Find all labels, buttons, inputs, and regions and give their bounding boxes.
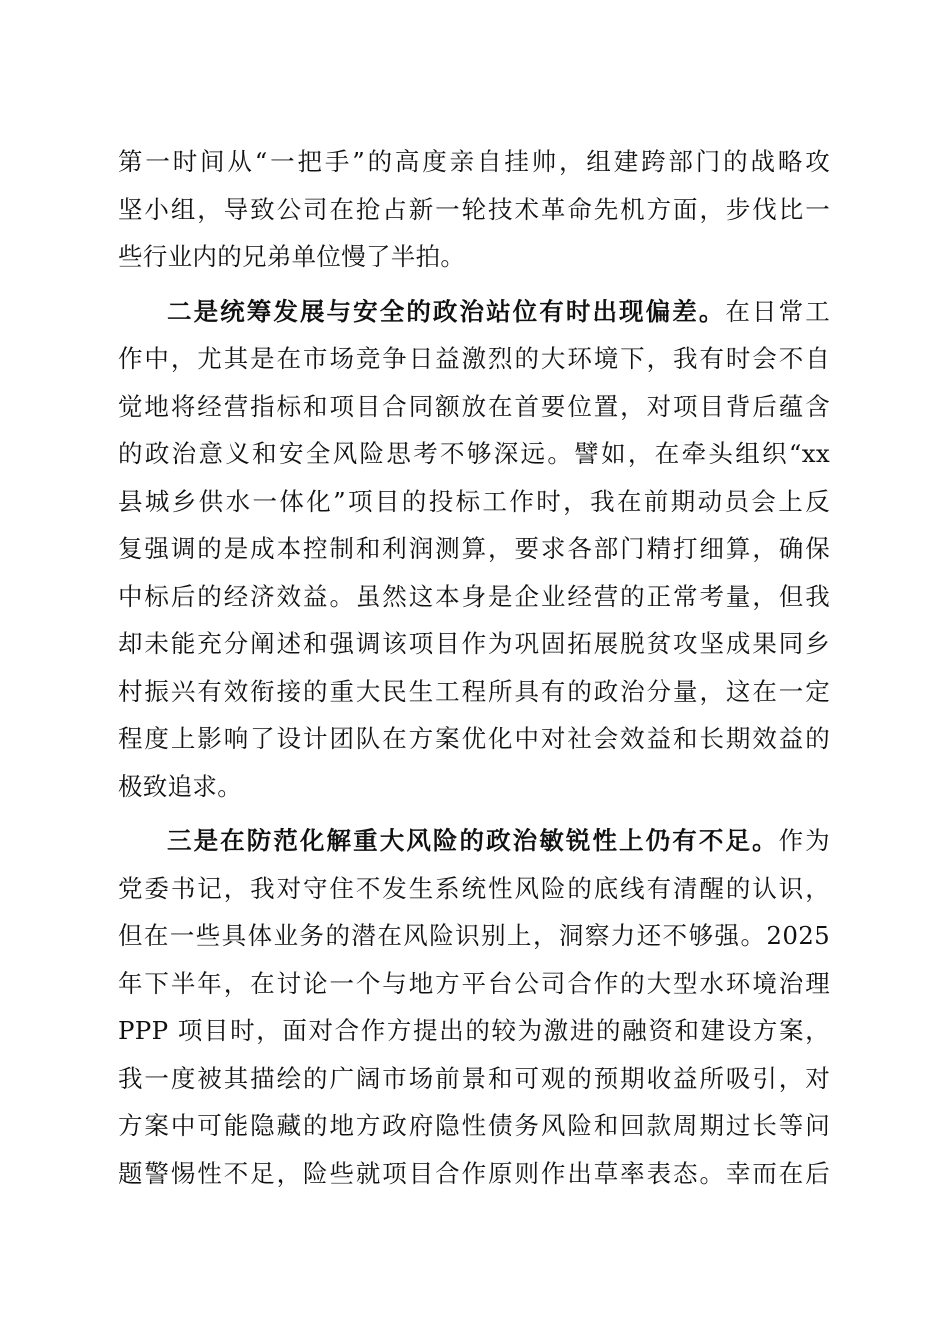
text-line: 坚小组，导致公司在抢占新一轮技术革命先机方面，步伐比一 (118, 194, 830, 224)
text-line: PPP 项目时，面对合作方提出的较为激进的融资和建设方案， (118, 1016, 830, 1045)
text-line: 县城乡供水一体化”项目的投标工作时，我在前期动员会上反 (118, 486, 830, 516)
paragraph-lead-heading: 二是统筹发展与安全的政治站位有时出现偏差。 (167, 296, 726, 326)
text-line: 第一时间从“一把手”的高度亲自挂帅，组建跨部门的战略攻 (118, 147, 830, 176)
text-line: 党委书记，我对守住不发生系统性风险的底线有清醒的认识， (118, 873, 830, 903)
paragraph-first-line-rest: 作为 (778, 826, 830, 855)
text-line: 中标后的经济效益。虽然这本身是企业经营的正常考量，但我 (118, 581, 830, 611)
text-line: 极致追求。 (118, 771, 242, 801)
paragraph-1 (118, 138, 830, 281)
paragraph-first-line (118, 288, 830, 336)
text-line: 些行业内的兄弟单位慢了半拍。 (118, 242, 466, 271)
text-line: 题警惕性不足，险些就项目合作原则作出草率表态。幸而在后 (118, 1158, 830, 1188)
text-line: 复强调的是成本控制和利润测算，要求各部门精打细算，确保 (118, 534, 830, 563)
document-body (118, 138, 830, 1197)
text-line: 村振兴有效衔接的重大民生工程所具有的政治分量，这在一定 (118, 676, 830, 706)
text-line: 我一度被其描绘的广阔市场前景和可观的预期收益所吸引，对 (118, 1063, 830, 1093)
paragraph-first-line (118, 817, 830, 865)
paragraph-2 (118, 288, 830, 811)
text-line: 却未能充分阐述和强调该项目作为巩固拓展脱贫攻坚成果同乡 (118, 629, 830, 658)
text-line: 但在一些具体业务的潜在风险识别上，洞察力还不够强。2025 (118, 921, 830, 950)
text-line: 方案中可能隐藏的地方政府隐性债务风险和回款周期过长等问 (118, 1111, 830, 1140)
text-line: 程度上影响了设计团队在方案优化中对社会效益和长期效益的 (118, 724, 830, 753)
text-line: 的政治意义和安全风险思考不够深远。譬如，在牵头组织“xx (118, 439, 830, 468)
paragraph-3 (118, 817, 830, 1197)
paragraph-first-line-rest: 在日常工 (725, 296, 830, 326)
text-line: 作中，尤其是在市场竞争日益激烈的大环境下，我有时会不自 (118, 344, 830, 373)
text-line: 觉地将经营指标和项目合同额放在首要位置，对项目背后蕴含 (118, 391, 830, 421)
paragraph-lead-heading: 三是在防范化解重大风险的政治敏锐性上仍有不足。 (167, 826, 779, 855)
text-line: 年下半年，在讨论一个与地方平台公司合作的大型水环境治理 (118, 968, 830, 998)
